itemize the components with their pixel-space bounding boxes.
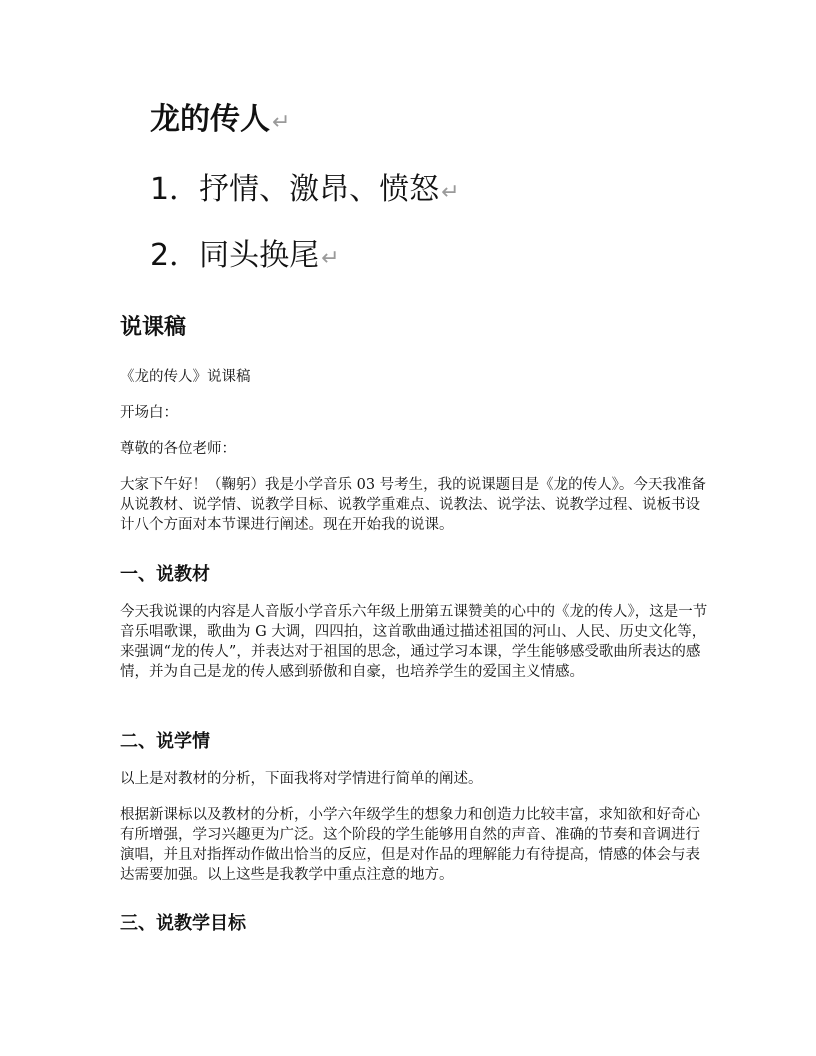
section-2-paragraph-2: 根据新课标以及教材的分析，小学六年级学生的想象力和创造力比较丰富，求知欲和好奇心有所增强，学习兴趣更为广泛。这个阶段的学生能够用自然的声音、准确的节奏和音调进行演唱，并且对指挥动作做出恰当的反应，但是对作品的理解能力有待提高，情感的体会与表达需要加强。以上这些是我教学中重点注意的地方。 [120,807,700,883]
paragraph-mark-icon: ↵ [272,110,291,135]
intro-paragraph: 大家下午好！（鞠躬）我是小学音乐 03 号考生，我的说课题目是《龙的传人》。今天我准备从说教材、说学情、说教学目标、说教学重难点、说教法、说学法、说教学过程、说板书设计八个方面对本节课进行阐述。现在开始我的说课。 [120,477,706,533]
image-line-1: 1．抒情、激昂、愤怒↵ [150,172,460,207]
section-2-paragraph-1: 以上是对教材的分析，下面我将对学情进行简单的阐述。 [120,771,483,787]
image-line-2: 2．同头换尾↵ [150,238,340,273]
section-2-title: 二、说学情 [120,731,210,752]
paragraph-mark-icon: ↵ [321,246,340,271]
paragraph-mark-icon: ↵ [441,180,460,205]
greeting: 尊敬的各位老师： [120,441,236,457]
section-3-title: 三、说教学目标 [120,913,246,934]
section-1-body: 今天我说课的内容是人音版小学音乐六年级上册第五课赞美的心中的《龙的传人》，这是一节音乐唱歌课，歌曲为 G 大调，四四拍，这首歌曲通过描述祖国的河山、人民、历史文化等，来强调“龙的传人”，并表达对于祖国的思念，通过学习本课，学生能够感受歌曲所表达的感情，并为自己是龙的传人感到骄傲和自豪，也培养学生的爱国主义情感。 [120,604,708,680]
opening-label: 开场白： [120,405,178,421]
doc-subtitle: 《龙的传人》说课稿 [120,369,251,385]
doc-heading: 说课稿 [120,314,187,340]
image-title: 龙的传人↵ [150,102,291,137]
section-1-title: 一、说教材 [120,564,210,585]
